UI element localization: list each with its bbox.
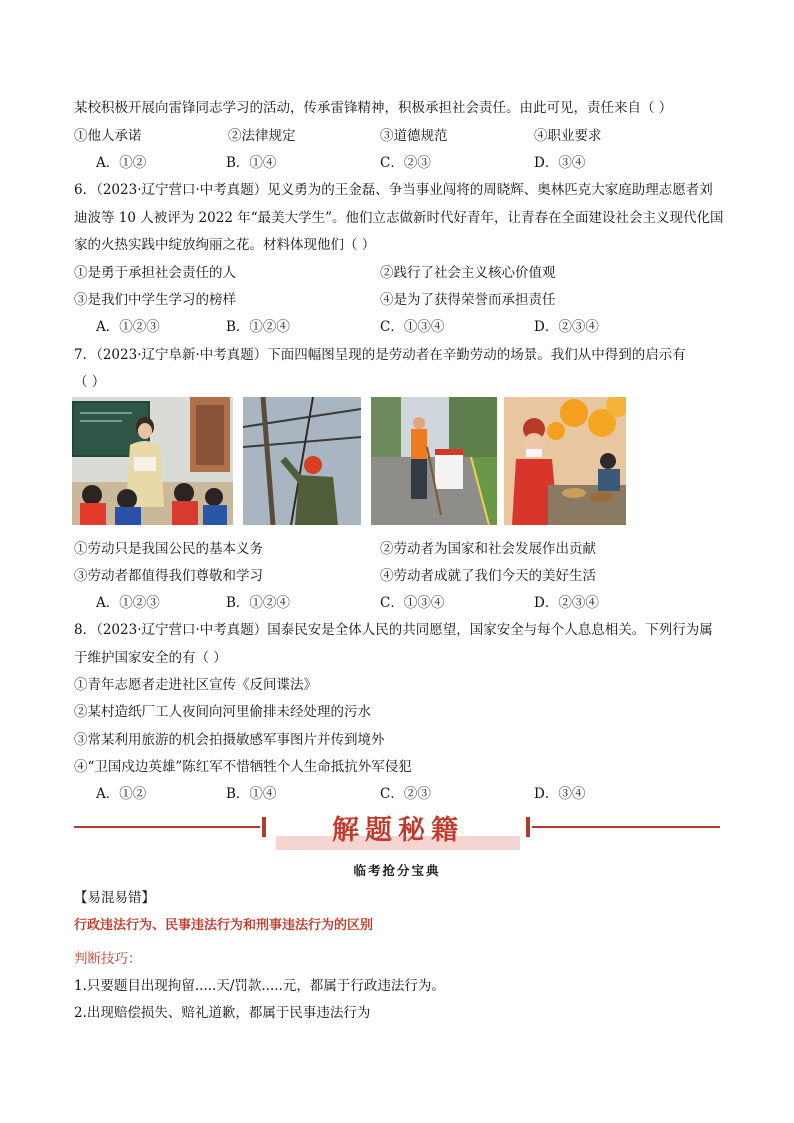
tips-rule-1: 1.只要题目出现拘留.....天/罚款.....元，都属于行政违法行为。 — [74, 978, 445, 994]
q8-choice-d: D．③④ — [534, 786, 586, 802]
q7-item-1: ①劳动只是我国公民的基本义务 — [74, 541, 263, 557]
q7-item-2: ②劳动者为国家和社会发展作出贡献 — [380, 541, 596, 557]
tips-label: 判断技巧： — [74, 951, 142, 967]
q8-item-1: ①青年志愿者走进社区宣传《反间谍法》 — [74, 677, 317, 693]
banner-right-bar — [526, 817, 530, 837]
photo-power-line-worker — [243, 397, 361, 525]
q5-choice-a: A．①② — [96, 155, 147, 171]
q8-stem-line1: 8．（2023·辽宁营口·中考真题）国泰民安是全体人民的共同愿望，国家安全与每个人息息相关。下列行为属 — [74, 622, 713, 638]
photo-cafeteria-worker — [504, 397, 626, 525]
q5-item-3: ③道德规范 — [380, 128, 448, 144]
banner-title: 解题秘籍 — [332, 815, 464, 846]
q7-choice-a: A．①②③ — [96, 595, 160, 611]
q7-choice-c: C．①③④ — [380, 595, 445, 611]
q8-choice-c: C．②③ — [380, 786, 431, 802]
q7-choice-d: D．②③④ — [534, 595, 599, 611]
q6-choice-d: D．②③④ — [534, 319, 599, 335]
q6-stem-line3: 家的火热实践中绽放绚丽之花。材料体现他们（ ） — [74, 237, 376, 253]
q5-choice-c: C．②③ — [380, 155, 431, 171]
q5-choice-d: D．③④ — [534, 155, 586, 171]
q5-item-4: ④职业要求 — [534, 128, 602, 144]
banner-left-rule — [74, 826, 260, 828]
banner-subtitle: 临考抢分宝典 — [353, 863, 441, 878]
q6-item-3: ③是我们中学生学习的榜样 — [74, 292, 236, 308]
q6-item-4: ④是为了获得荣誉而承担责任 — [380, 292, 556, 308]
q6-choice-c: C．①③④ — [380, 319, 445, 335]
tips-rule-2: 2.出现赔偿损失、赔礼道歉，都属于民事违法行为 — [74, 1005, 371, 1021]
q6-choice-a: A．①②③ — [96, 319, 160, 335]
banner-left-bar — [262, 817, 266, 837]
q7-item-4: ④劳动者成就了我们今天的美好生活 — [380, 568, 596, 584]
banner-title-box — [276, 808, 520, 848]
q7-stem-line1: 7．（2023·辽宁阜新·中考真题）下面四幅图呈现的是劳动者在辛勤劳动的场景。我们从中得到的启示有 — [74, 347, 686, 363]
q5-item-2: ②法律规定 — [228, 128, 296, 144]
q6-stem-line1: 6．（2023·辽宁营口·中考真题）见义勇为的王金磊、争当事业闯将的周晓辉、奥林匹克大家庭助理志愿者刘 — [74, 182, 713, 198]
q7-choice-b: B．①②④ — [226, 595, 290, 611]
q5-item-1: ①他人承诺 — [74, 128, 142, 144]
photo-teacher-classroom — [72, 397, 233, 525]
tips-heading: 行政违法行为、民事违法行为和刑事违法行为的区别 — [74, 918, 374, 933]
q6-choice-b: B．①②④ — [226, 319, 290, 335]
q6-stem-line2: 迪波等 10 人被评为 2022 年“最美大学生”。他们立志做新时代好青年，让青春在全面建设社会主义现代化国 — [74, 210, 724, 226]
q7-item-3: ③劳动者都值得我们尊敬和学习 — [74, 568, 263, 584]
banner-right-rule — [532, 826, 720, 828]
q6-item-2: ②践行了社会主义核心价值观 — [380, 265, 556, 281]
q7-stem-line2: （ ） — [74, 374, 106, 390]
q8-choice-a: A．①② — [96, 786, 147, 802]
tips-section-label: 【易混易错】 — [74, 890, 155, 906]
q8-item-4: ④“卫国戍边英雄”陈红军不惜牺牲个人生命抵抗外军侵犯 — [74, 759, 412, 775]
q8-item-2: ②某村造纸厂工人夜间向河里偷排未经处理的污水 — [74, 704, 371, 720]
photo-street-sweeper — [371, 397, 497, 525]
q5-choice-b: B．①④ — [226, 155, 277, 171]
q8-choice-b: B．①④ — [226, 786, 277, 802]
q8-stem-line2: 于维护国家安全的有（ ） — [74, 650, 227, 666]
q6-item-1: ①是勇于承担社会责任的人 — [74, 265, 236, 281]
q5-stem: 某校积极开展向雷锋同志学习的活动，传承雷锋精神，积极承担社会责任。由此可见，责任来自（ ） — [74, 100, 673, 116]
q8-item-3: ③常某利用旅游的机会拍摄敏感军事图片并传到境外 — [74, 732, 385, 748]
